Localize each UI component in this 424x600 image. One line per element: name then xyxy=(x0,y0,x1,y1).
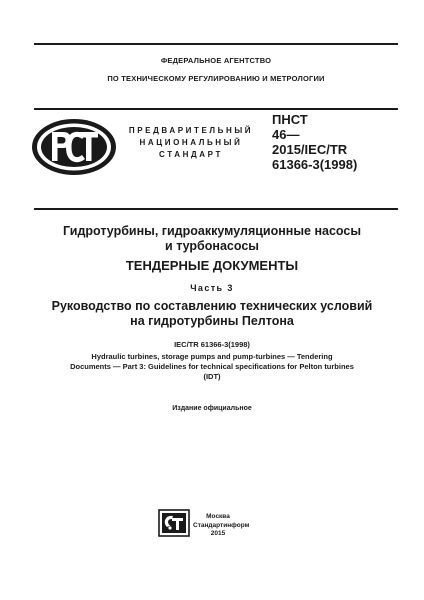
prelim-line3: СТАНДАРТ xyxy=(159,150,223,159)
rst-logo-icon xyxy=(30,117,118,177)
subtitle xyxy=(20,299,404,329)
prelim-line1: ПРЕДВАРИТЕЛЬНЫЙ xyxy=(128,126,254,135)
title-line2: и турбонасосы xyxy=(165,239,259,253)
code-line1: ПНСТ xyxy=(272,112,308,127)
subtitle-line1: Руководство по составлению технических условий xyxy=(51,299,373,313)
standard-code xyxy=(272,112,402,172)
iec-reference: IEC/TR 61366-3(1998) xyxy=(174,340,250,349)
code-line3: 2015/IEC/TR xyxy=(272,142,348,157)
bottom-rule xyxy=(34,208,398,210)
top-rule xyxy=(34,43,398,45)
code-line4: 61366-3(1998) xyxy=(272,157,358,172)
title-line1: Гидротурбины, гидроаккумуляционные насосы xyxy=(63,224,361,238)
agency-name-line2: ПО ТЕХНИЧЕСКОМУ РЕГУЛИРОВАНИЮ И МЕТРОЛОГИИ xyxy=(107,74,325,83)
publisher-city: Москва xyxy=(206,513,230,520)
standard-type xyxy=(126,125,256,161)
code-line2: 46— xyxy=(272,127,300,142)
agency-name-line1: ФЕДЕРАЛЬНОЕ АГЕНТСТВО xyxy=(160,56,272,65)
english-title xyxy=(20,352,404,382)
english-line1: Hydraulic turbines, storage pumps and pump-turbines — Tendering xyxy=(91,352,333,361)
main-title: ТЕНДЕРНЫЕ ДОКУМЕНТЫ xyxy=(125,258,299,273)
prelim-line2: НАЦИОНАЛЬНЫЙ xyxy=(139,138,243,147)
part-label: Часть 3 xyxy=(190,283,234,293)
standartinform-logo-icon xyxy=(158,509,190,537)
middle-rule xyxy=(34,108,398,110)
edition-label: Издание официальное xyxy=(172,405,252,412)
publisher-name: Стандартинформ xyxy=(193,521,250,529)
english-line3: (IDT) xyxy=(203,372,221,381)
subtitle-line2: на гидротурбины Пелтона xyxy=(130,314,294,328)
english-line2: Documents — Part 3: Guidelines for technical specifications for Pelton turbines xyxy=(70,362,354,371)
title-heading xyxy=(20,224,404,254)
publisher-year: 2015 xyxy=(210,530,226,537)
publisher-info xyxy=(193,513,250,539)
